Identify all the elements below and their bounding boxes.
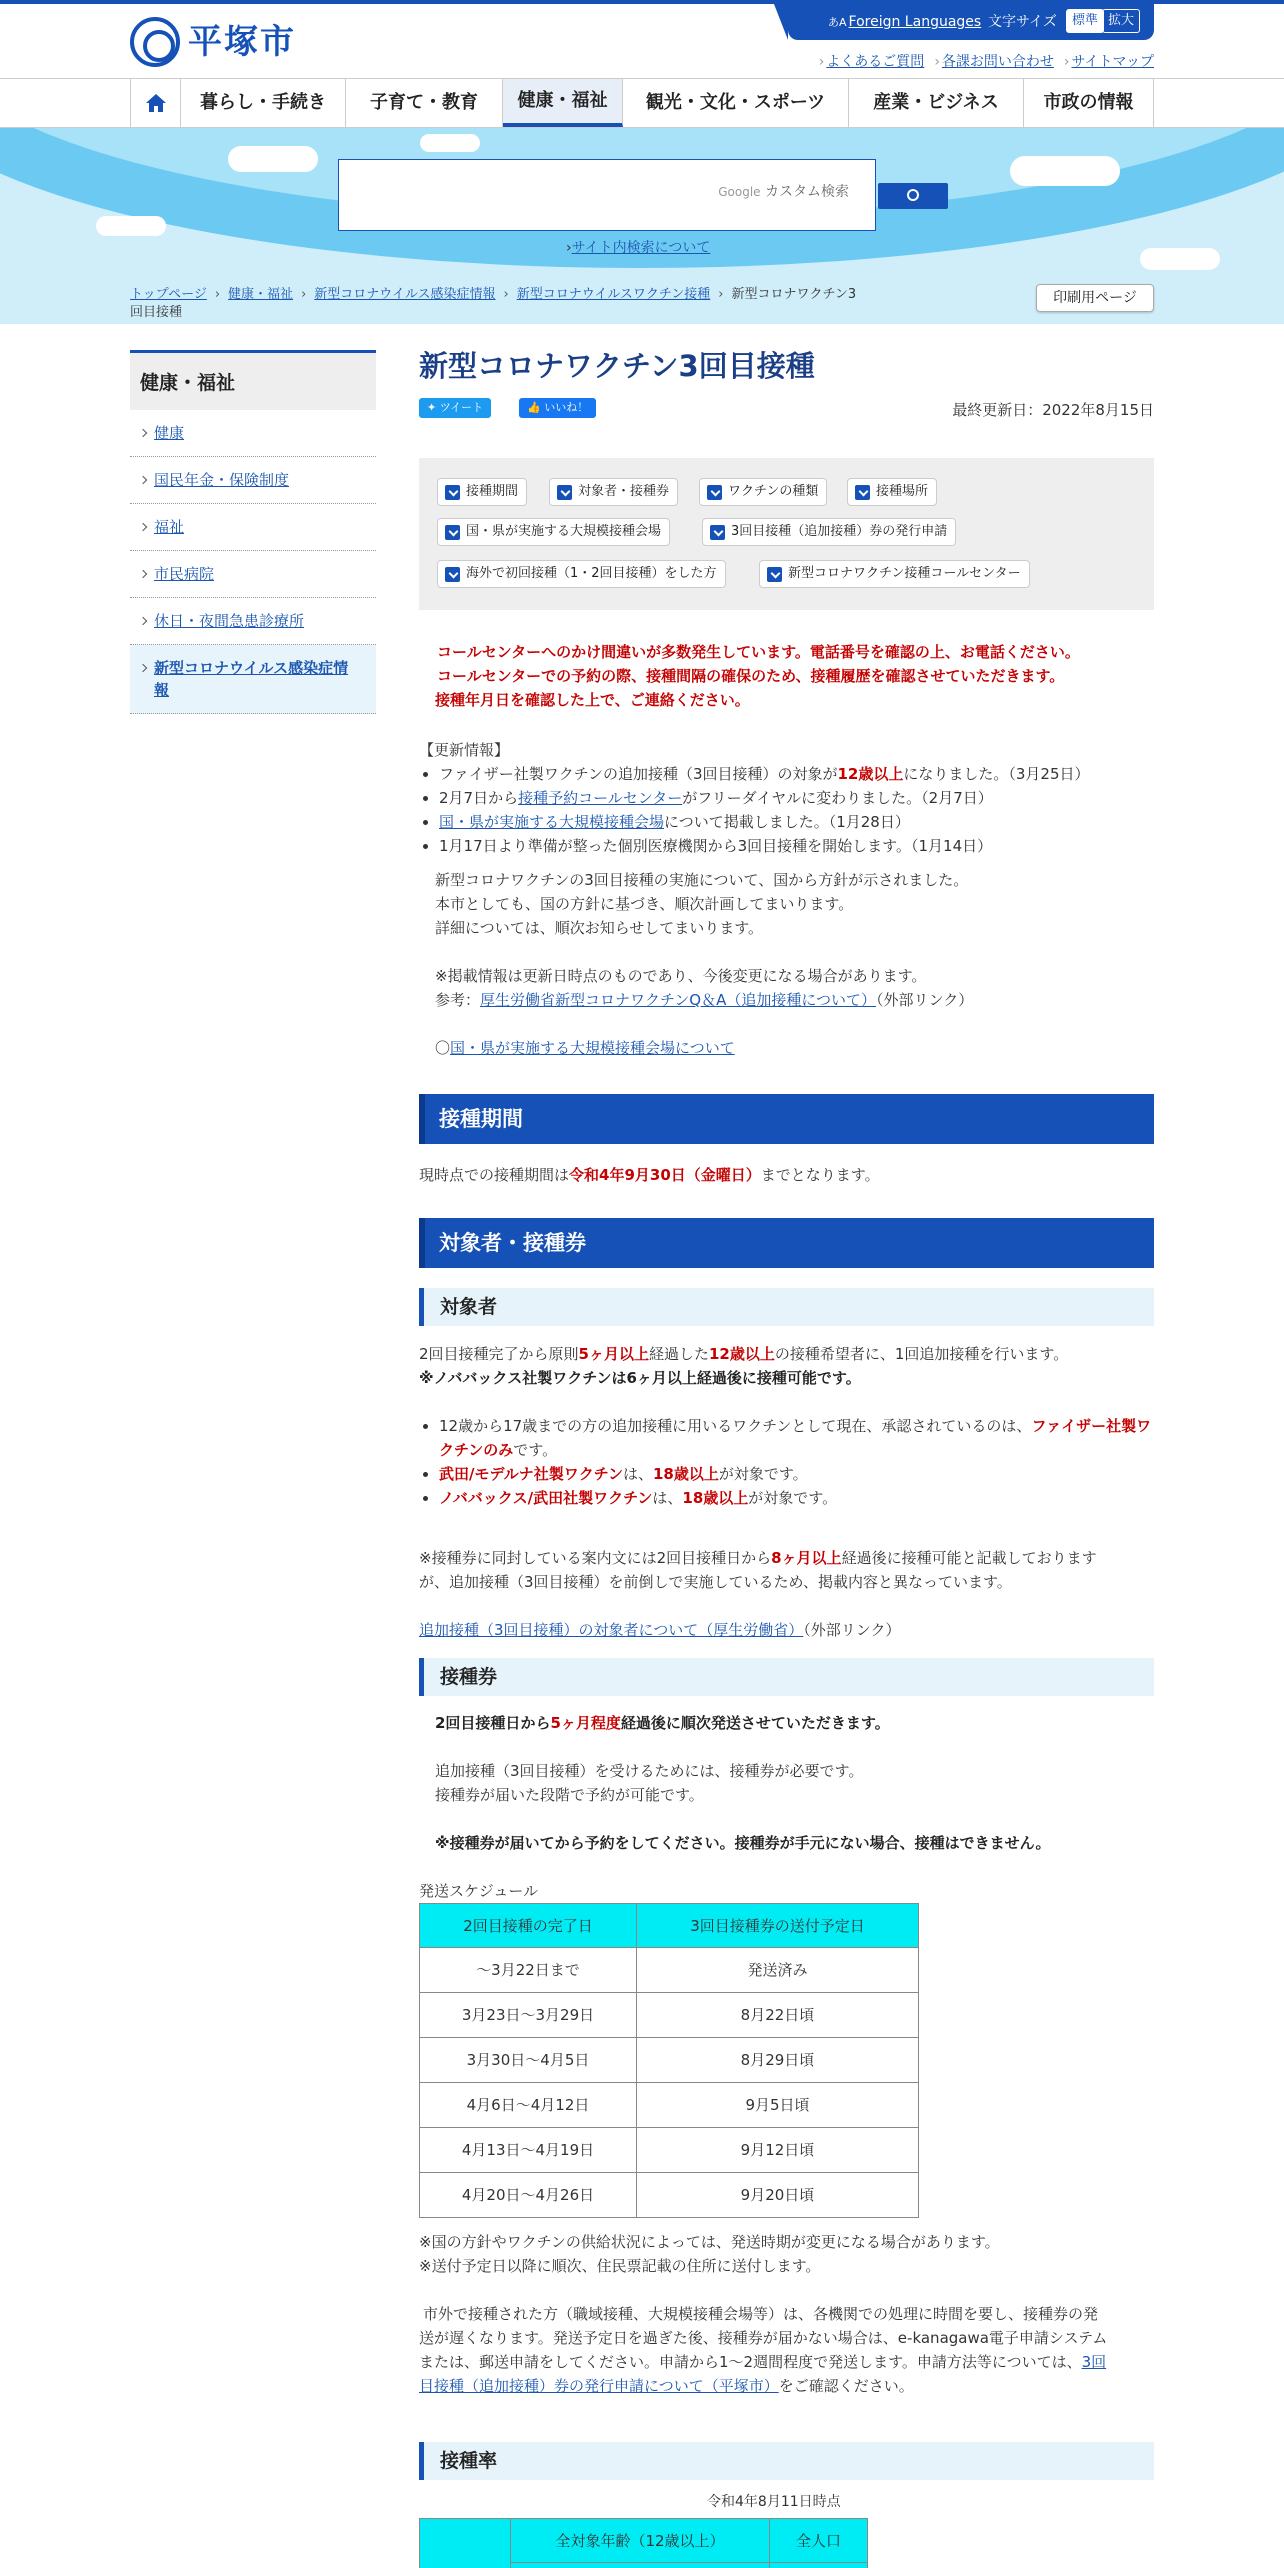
table-header-row [420,2519,868,2563]
list-item [439,810,1154,834]
table-cell: 9月20日頃 [637,2173,919,2218]
chevron-right-icon: › [214,287,221,302]
table-row [420,2083,919,2128]
sidebar-item-label[interactable]: 福祉 [154,518,185,536]
eligibility-highlight: 5ヶ月以上 [578,1345,649,1363]
update-text: がフリーダイヤルに変わりました。（2月7日） [682,789,993,807]
ticket-text-part: 経過後に順次発送させていただきます。 [620,1714,890,1732]
vaccine-age-list [419,1414,1154,1510]
rate-as-of: 令和4年8月11日時点 [707,2494,841,2510]
update-info [419,738,1154,858]
table-cell: 発送済み [637,1948,919,1993]
faq-link[interactable]: よくあるご質問 [826,54,925,70]
nav-living[interactable]: 暮らし・手続き [181,79,346,127]
subheading-rate: 接種率 [419,2442,1154,2480]
google-label: Google [718,185,761,199]
like-button[interactable] [519,398,596,418]
schedule-note: ※国の方針やワクチンの供給状況によっては、発送時期が変更になる場合があります。 [419,2233,1000,2251]
toc-call-center[interactable]: 新型コロナワクチン接種コールセンター [759,560,1030,588]
table-cell: 4月13日～4月19日 [420,2128,637,2173]
ticket-paragraph: 接種券が届いた段階で予約が可能です。 [435,1786,704,1804]
toc-ticket-application[interactable]: 3回目接種（追加接種）券の発行申請 [702,518,956,546]
list-highlight: 18歳以上 [682,1489,749,1507]
ticket-paragraph: 追加接種（3回目接種）を受けるためには、接種券が必要です。 [435,1762,864,1780]
list-item: • 1月17日より準備が整った個別医療機関から3回目接種を開始します。（1月14日） [439,834,1154,858]
sidebar-item-hospital[interactable] [130,551,376,598]
note-text: ※接種券に同封している案内文には2回目接種日から [419,1549,772,1567]
utility-band [788,4,1154,40]
breadcrumb-current: 新型コロナワクチン3 [731,287,857,302]
toc-target[interactable]: 対象者・接種券 [549,478,678,506]
sidebar-item-clinic[interactable] [130,598,376,645]
rate-table [419,2518,868,2568]
list-text: が対象です。 [718,1465,808,1483]
warning-line: コールセンターへのかけ間違いが多数発生しています。電話番号を確認の上、お電話ください。 [437,643,1080,661]
eligibility-highlight: 12歳以上 [709,1345,775,1363]
foreign-languages-label[interactable]: Foreign Languages [848,14,982,30]
sidebar-item-label[interactable]: 国民年金・保険制度 [154,471,290,489]
ticket-text-part: 2回目接種日から [435,1714,551,1732]
table-header-sub [770,2563,868,2568]
intro-paragraph: 本市としても、国の方針に基づき、順次計画してまいります。 [435,895,854,913]
sidebar-item-label-cont[interactable]: 報 [154,681,170,699]
table-header-sub [511,2563,770,2568]
table-cell: 8月29日頃 [637,2038,919,2083]
update-text: 2月7日から [439,789,519,807]
cloud-decoration [228,146,318,172]
sidebar-item-label[interactable]: 市民病院 [154,565,215,583]
cloud-decoration [1010,156,1120,186]
table-header: 全人口 [770,2519,868,2563]
table-row [420,2173,919,2218]
intro-paragraph: 詳細については、順次お知らせしてまいります。 [435,919,764,937]
toc-period[interactable]: 接種期間 [437,478,527,506]
eligibility-part: 経過した [648,1345,709,1363]
external-link-label: （外部リンク） [876,991,974,1009]
eligibility-part: 2回目接種完了から原則 [419,1345,579,1363]
chevron-right-icon: › [301,287,307,302]
print-page-button[interactable]: 印刷用ページ [1036,284,1154,312]
site-header [0,4,1284,78]
global-nav [0,78,1284,128]
sidebar [130,350,376,714]
city-emblem-icon [130,17,180,67]
chevron-right-icon: › [718,287,724,302]
cloud-decoration [96,216,166,236]
table-row [420,1948,919,1993]
list-item [439,1414,1154,1462]
period-text [419,1163,880,1187]
page-title: 新型コロナワクチン3回目接種 [419,349,815,383]
cloud-decoration [1140,248,1220,270]
period-text-part: 現時点での接種期間は [419,1166,570,1184]
update-text: について掲載しました。（1月28日） [664,813,910,831]
list-highlight: ファイザー社製ワクチンのみ [439,1417,1152,1459]
ticket-application-link[interactable]: 3回 [1081,2353,1107,2371]
search-about-link[interactable]: サイト内検索について [571,240,711,256]
sidebar-title: 健康・福祉 [130,350,376,410]
table-header-blank [420,2519,511,2568]
breadcrumb-health[interactable]: 健康・福祉 [228,287,294,302]
nav-childcare[interactable]: 子育て・教育 [346,79,503,127]
table-row [420,2128,919,2173]
nav-home[interactable] [131,79,181,127]
ticket-text [435,1711,1154,1855]
list-text: 12歳から17歳までの方の追加接種に用いるワクチンとして現在、承認されているのは、 [439,1417,1032,1435]
font-standard-button[interactable]: 標準 [1066,9,1104,33]
list-text: です。 [513,1441,558,1459]
list-highlight: 武田/モデルナ社製ワクチン [439,1465,623,1483]
table-header: 2回目接種の完了日 [420,1904,637,1948]
note-text: 経過後に接種可能と記載しております [841,1549,1097,1567]
breadcrumb-covid[interactable]: 新型コロナウイルス感染症情報 [314,287,496,302]
update-heading: 【更新情報】 [419,741,510,759]
list-text: は、 [652,1489,683,1507]
tweet-button[interactable] [419,398,491,418]
table-row [420,2038,919,2083]
table-cell: 8月22日頃 [637,1993,919,2038]
section-heading-target: 対象者・接種券 [419,1218,1154,1268]
nav-city-info[interactable]: 市政の情報 [1024,79,1154,127]
table-cell: 4月6日～4月12日 [420,2083,637,2128]
nav-health-welfare[interactable]: 健康・福祉 [503,79,623,127]
chevron-right-icon: › [934,54,940,70]
note-highlight: 8ヶ月以上 [771,1549,842,1567]
call-center-warning [437,640,1147,712]
intro-text: 参考： [435,991,481,1009]
table-of-contents [419,458,1154,610]
eligibility-text [419,1342,1154,1390]
language-icon: あA [828,16,847,29]
table-row [420,1993,919,2038]
last-updated: 最終更新日：2022年8月15日 [952,401,1154,419]
table-cell: 9月5日頃 [637,2083,919,2128]
outside-city-line: または、郵送申請をしてください。申請から1～2週間程度で発送します。申請方法等については、 [419,2353,1082,2371]
list-text: が対象です。 [748,1489,838,1507]
mhlw-target-link-row [419,1618,900,1642]
mass-venue-about-link[interactable]: 国・県が実施する大規模接種会場について [450,1039,735,1057]
list-item [439,1486,1154,1510]
novavax-note: ※ノババックス社製ワクチンは6ヶ月以上経過後に接種可能です。 [419,1369,861,1387]
list-highlight: ノババックス/武田社製ワクチン [439,1489,653,1507]
font-large-button[interactable]: 拡大 [1102,9,1140,33]
mhlw-qa-link[interactable]: 厚生労働省新型コロナワクチンQ＆A（追加接種について） [480,991,877,1009]
list-item [439,1462,1154,1486]
header-sublinks [809,50,1154,74]
nav-tourism[interactable]: 観光・文化・スポーツ [623,79,849,127]
call-center-link[interactable]: 接種予約コールセンター [518,789,683,807]
schedule-table [419,1903,919,2218]
table-cell: 3月23日～3月29日 [420,1993,637,2038]
foreign-languages-link[interactable] [828,10,981,35]
outside-city-text [419,2302,1154,2398]
chevron-right-icon: › [503,287,509,302]
warning-line: 接種年月日を確認した上で、ご連絡ください。 [435,691,750,709]
sidebar-item-pension[interactable] [130,457,376,504]
subheading-ticket: 接種券 [419,1658,1154,1696]
sidebar-item-health[interactable] [130,410,376,457]
circle-bullet: 〇 [435,1039,451,1057]
chevron-right-icon: › [1063,54,1070,70]
site-logo[interactable] [130,17,296,67]
logo-text: 平塚市 [188,22,296,62]
toc-overseas[interactable]: 海外で初回接種（1・2回目接種）をした方 [437,560,726,588]
font-size-label: 文字サイズ [988,14,1057,30]
update-text: になりました。（3月25日） [903,765,1090,783]
ticket-note [419,1546,1154,1594]
outside-city-line: 送が遅くなります。発送予定日を過ぎた後、接種券が届かない場合は、e-kanagawa電子申請システム [419,2329,1108,2347]
table-cell: 4月20日～4月26日 [420,2173,637,2218]
intro-paragraph: ※掲載情報は更新日時点のものであり、今後変更になる場合があります。 [435,967,927,985]
table-header: 3回目接種券の送付予定日 [637,1904,919,1948]
search-input[interactable] [338,159,876,231]
eligibility-part: の接種希望者に、1回追加接種を行います。 [774,1345,1069,1363]
intro-paragraph: 新型コロナワクチンの3回目接種の実施について、国から方針が示されました。 [435,871,969,889]
list-item [439,786,1154,810]
nav-industry[interactable]: 産業・ビジネス [849,79,1024,127]
update-text: ファイザー社製ワクチンの追加接種（3回目接種）の対象が [439,765,838,783]
like-label: いいね！ [544,401,589,414]
section-heading-period: 接種期間 [419,1094,1154,1144]
cloud-decoration [420,134,480,152]
mass-venue-link[interactable]: 国・県が実施する大規模接種会場 [439,813,665,831]
ticket-highlight: 5ヶ月程度 [550,1714,621,1732]
toc-mass-venue[interactable]: 国・県が実施する大規模接種会場 [437,518,670,546]
sidebar-item-welfare[interactable] [130,504,376,551]
period-date: 令和4年9月30日（金曜日） [569,1166,761,1184]
breadcrumb-top[interactable]: トップページ [130,287,207,302]
breadcrumb [130,286,950,322]
list-highlight: 18歳以上 [653,1465,719,1483]
sidebar-item-covid[interactable] [130,645,376,714]
ticket-application-link[interactable]: 目接種（追加接種）券の発行申請について（平塚市） [419,2377,779,2395]
subheading-eligible: 対象者 [419,1288,1154,1326]
sidebar-item-label[interactable]: 健康 [154,424,185,442]
schedule-note: ※送付予定日以降に順次、住民票記載の住所に送付します。 [419,2257,821,2275]
list-item [439,762,1154,786]
search-button[interactable] [878,183,948,209]
mhlw-target-link[interactable]: 追加接種（3回目接種）の対象者について（厚生労働省） [419,1621,804,1639]
toc-venue[interactable]: 接種場所 [847,478,937,506]
table-header-row [420,1904,919,1948]
table-cell: ～3月22日まで [420,1948,637,1993]
twitter-icon: ✦ [427,401,437,414]
ticket-warning: ※接種券が届いてから予約をしてください。接種券が手元にない場合、接種はできません。 [435,1834,1051,1852]
intro-text [435,868,1154,1060]
contact-link[interactable]: 各課お問い合わせ [941,54,1054,70]
sidebar-item-label[interactable]: 新型コロナウイルス感染症情 [154,659,349,677]
note-text: が、追加接種（3回目接種）を前倒しで実施しているため、掲載内容と異なっています。 [419,1573,1012,1591]
chevron-right-icon: › [818,54,825,70]
sidebar-item-label[interactable]: 休日・夜間急患診療所 [154,612,305,630]
period-text-part: までとなります。 [760,1166,880,1184]
thumbs-up-icon: 👍 [527,401,541,414]
outside-city-line: をご確認ください。 [778,2377,914,2395]
schedule-notes [419,2230,1154,2278]
warning-line: コールセンターでの予約の際、接種間隔の確保のため、接種履歴を確認させていただきます。 [437,667,1065,685]
external-link-label: （外部リンク） [803,1621,901,1639]
table-cell: 3月30日～4月5日 [420,2038,637,2083]
breadcrumb-current-cont: 回目接種 [130,305,183,320]
update-highlight: 12歳以上 [837,765,904,783]
home-icon [145,92,167,114]
search-placeholder: カスタム検索 [765,184,849,200]
tweet-label: ツイート [439,401,484,414]
list-text: は、 [622,1465,653,1483]
table-header: 全対象年齢（12歳以上） [511,2519,770,2563]
table-cell: 9月12日頃 [637,2128,919,2173]
toc-vaccine-type[interactable]: ワクチンの種類 [699,478,827,506]
schedule-label: 発送スケジュール [419,1882,539,1900]
outside-city-line: 市外で接種された方（職域接種、大規模接種会場等）は、各機関での処理に時間を要し、接種券の発 [423,2305,1099,2323]
breadcrumb-vaccine[interactable]: 新型コロナウイルスワクチン接種 [516,287,711,302]
sitemap-link[interactable]: サイトマップ [1071,54,1154,70]
search-about: ›サイト内検索について [566,240,711,256]
